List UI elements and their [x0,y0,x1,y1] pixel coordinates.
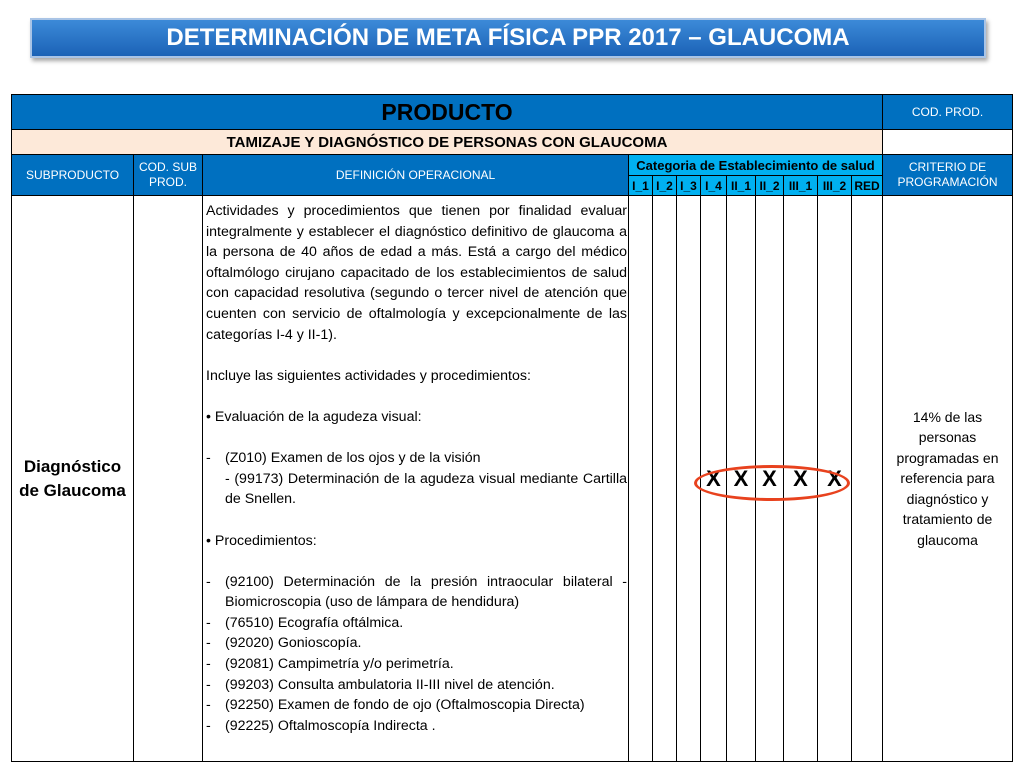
definition-intro: Actividades y procedimientos que tienen por finalidad evaluar integralmente y establecer el diagnóstico definitivo de glaucoma a la persona de 40 años de edad a más. Está a cargo del médico oftalmólogo cirujano capacitado de los establecimientos de salud con capacidad resolutiva (segundo o tercer nivel de atención que cuenten con servicio de oftalmología y excepcionalmente de las categorías I-4 y II-1). [206,203,627,343]
definition-bullet-evaluacion: • Evaluación de la agudeza visual: [206,408,422,425]
producto-header: PRODUCTO [12,95,883,130]
mark-i3 [677,196,701,762]
mark-red [852,196,883,762]
cod-sub-prod-cell [134,196,203,762]
category-col-ii2: II_2 [756,176,784,196]
subproducto-cell: Diagnóstico de Glaucoma [12,196,134,762]
criterio-header: CRITERIO DE PROGRAMACIÓN [883,155,1013,196]
categoria-header: Categoria de Establecimiento de salud [629,155,883,176]
criterio-cell: 14% de las personas programadas en referencia para diagnóstico y tratamiento de glaucoma [883,196,1013,762]
procedure-item: - (76510) Ecografía oftálmica. [206,614,404,631]
definition-bullet-procedimientos: • Procedimientos: [206,532,317,549]
category-col-iii1: III_1 [784,176,818,196]
eval-item-snellen: - (99173) Determinación de la agudeza visual mediante Cartilla de Snellen. [225,470,627,508]
mark-i4: X [701,196,727,762]
procedure-item: - (99203) Consulta ambulatoria II-III nivel de atención. [206,676,555,693]
mark-ii2: X [756,196,784,762]
mark-iii2: X [818,196,852,762]
category-col-ii1: II_1 [727,176,756,196]
meta-fisica-table [11,94,1013,762]
page-title: DETERMINACIÓN DE META FÍSICA PPR 2017 – GLAUCOMA [30,18,986,58]
category-col-i2: I_2 [653,176,677,196]
mark-i2 [653,196,677,762]
cod-prod-header: COD. PROD. [883,95,1013,130]
procedure-item: - (92081) Campimetría y/o perimetría. [206,656,454,673]
eval-item-exam: (Z010) Examen de los ojos y de la visión [225,450,481,467]
cod-prod-value [883,130,1013,155]
subproducto-header: SUBPRODUCTO [12,155,134,196]
mark-iii1: X [784,196,818,762]
procedure-item: - (92225) Oftalmoscopía Indirecta . [206,717,436,734]
eval-item: - (Z010) Examen de los ojos y de la visión - (99173) Determinación de la agudeza visual mediante Cartilla de Snellen. [206,448,627,510]
mark-i1 [629,196,653,762]
category-col-i4: I_4 [701,176,727,196]
definicion-header: DEFINICIÓN OPERACIONAL [203,155,629,196]
category-col-red: RED [852,176,883,196]
definition-includes: Incluye las siguientes actividades y procedimientos: [206,367,531,384]
tamizaje-title: TAMIZAJE Y DIAGNÓSTICO DE PERSONAS CON GLAUCOMA [12,130,883,155]
procedure-item: - (92250) Examen de fondo de ojo (Oftalmoscopia Directa) [206,697,585,714]
category-col-i1: I_1 [629,176,653,196]
category-col-i3: I_3 [677,176,701,196]
cod-sub-prod-header: COD. SUB PROD. [134,155,203,196]
procedure-item: - (92020) Gonioscopía. [206,635,362,652]
procedure-item: - (92100) Determinación de la presión intraocular bilateral - Biomicroscopia (uso de lámpara de hendidura) [206,573,627,611]
category-col-iii2: III_2 [818,176,852,196]
definicion-cell [203,196,629,762]
mark-ii1: X [727,196,756,762]
